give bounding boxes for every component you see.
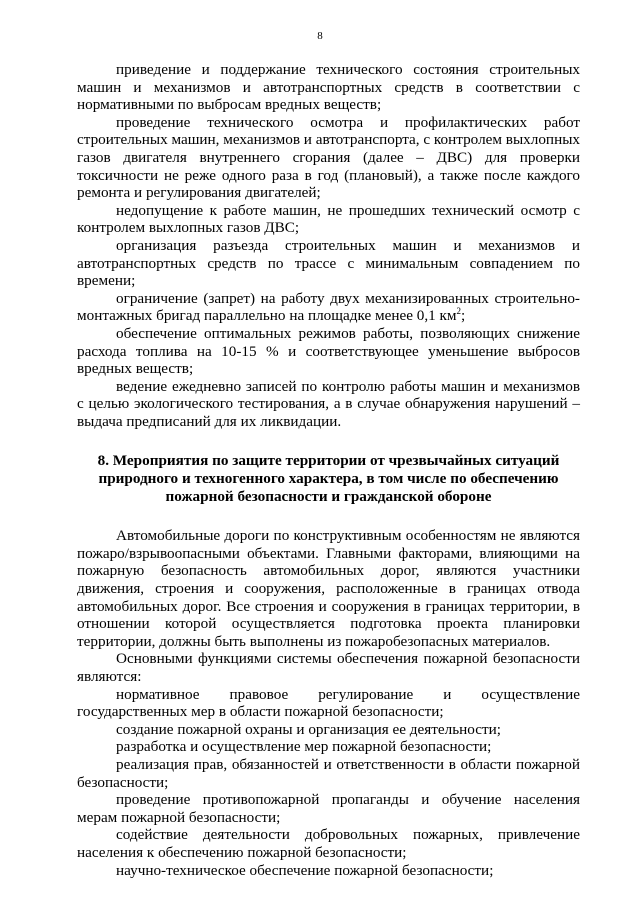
section-heading: 8. Мероприятия по защите территории от чрезвычайных ситуаций природного и техногенного характера, в том числе по обеспечению пожарной безопасности и гражданской обороне xyxy=(97,452,560,505)
function-item: содействие деятельности добровольных пожарных, привлечение населения к обеспечению пожарной безопасности; xyxy=(77,826,580,861)
function-item: нормативное правовое регулирование и осуществление государственных мер в области пожарной безопасности; xyxy=(77,685,580,721)
list-item: обеспечение оптимальных режимов работы, позволяющих снижение расхода топлива на 10-15 % и соответствующее уменьшение выбросов вредных веществ; xyxy=(77,324,580,378)
list-item: ведение ежедневно записей по контролю работы машин и механизмов с целью экологического тестирования, а в случае обнаружения нарушений – выдача предписаний для их ликвидации. xyxy=(77,377,580,430)
document-body xyxy=(77,61,580,879)
function-item: создание пожарной охраны и организация ее деятельности; xyxy=(116,720,501,738)
superscript: 2 xyxy=(456,306,462,317)
list-item-area-restriction xyxy=(77,290,580,325)
function-item: проведение противопожарной пропаганды и обучение населения мерам пожарной безопасности; xyxy=(77,791,580,826)
restriction-text: ограничение (запрет) на работу двух механизированных строительно-монтажных бригад параллельно на площадке менее 0,1 км xyxy=(77,289,580,325)
function-item: реализация прав, обязанностей и ответственности в области пожарной безопасности; xyxy=(77,755,580,791)
list-item: приведение и поддержание технического состояния строительных машин и механизмов и автотранспортных средств в соответствии с нормативными по выбросам вредных веществ; xyxy=(77,61,580,114)
list-item: проведение технического осмотра и профилактических работ строительных машин, механизмов и автотранспорта, с контролем выхлопных газов двигателя внутреннего сгорания (далее – ДВС) для проверки токсичности не реже одного раза в год (плановый), а также после каждого ремонта и регулирования двигателей; xyxy=(77,113,580,202)
list-item: недопущение к работе машин, не прошедших технический осмотр с контролем выхлопных газов ДВС; xyxy=(77,201,580,237)
function-item: разработка и осуществление мер пожарной безопасности; xyxy=(116,738,492,756)
function-item: научно-техническое обеспечение пожарной безопасности; xyxy=(116,861,494,879)
list-item: организация разъезда строительных машин и механизмов и автотранспортных средств по трассе с минимальным совпадением по времени; xyxy=(77,236,580,290)
intro-paragraph: Автомобильные дороги по конструктивным особенностям не являются пожаро/взрывоопасными объектами. Главными факторами, влияющими на пожарную безопасность автомобильных дорог, являются участники движения, строения и сооружения, расположенные в границах отвода автомобильных дорог. Все строения и сооружения в границах территории, в отношении которой осуществляется подготовка проекта планировки территории, должны быть выполнены из пожаробезопасных материалов. xyxy=(77,527,580,650)
restriction-end: ; xyxy=(461,307,466,325)
functions-intro: Основными функциями системы обеспечения пожарной безопасности являются: xyxy=(77,650,580,685)
page-number: 8 xyxy=(317,30,323,42)
